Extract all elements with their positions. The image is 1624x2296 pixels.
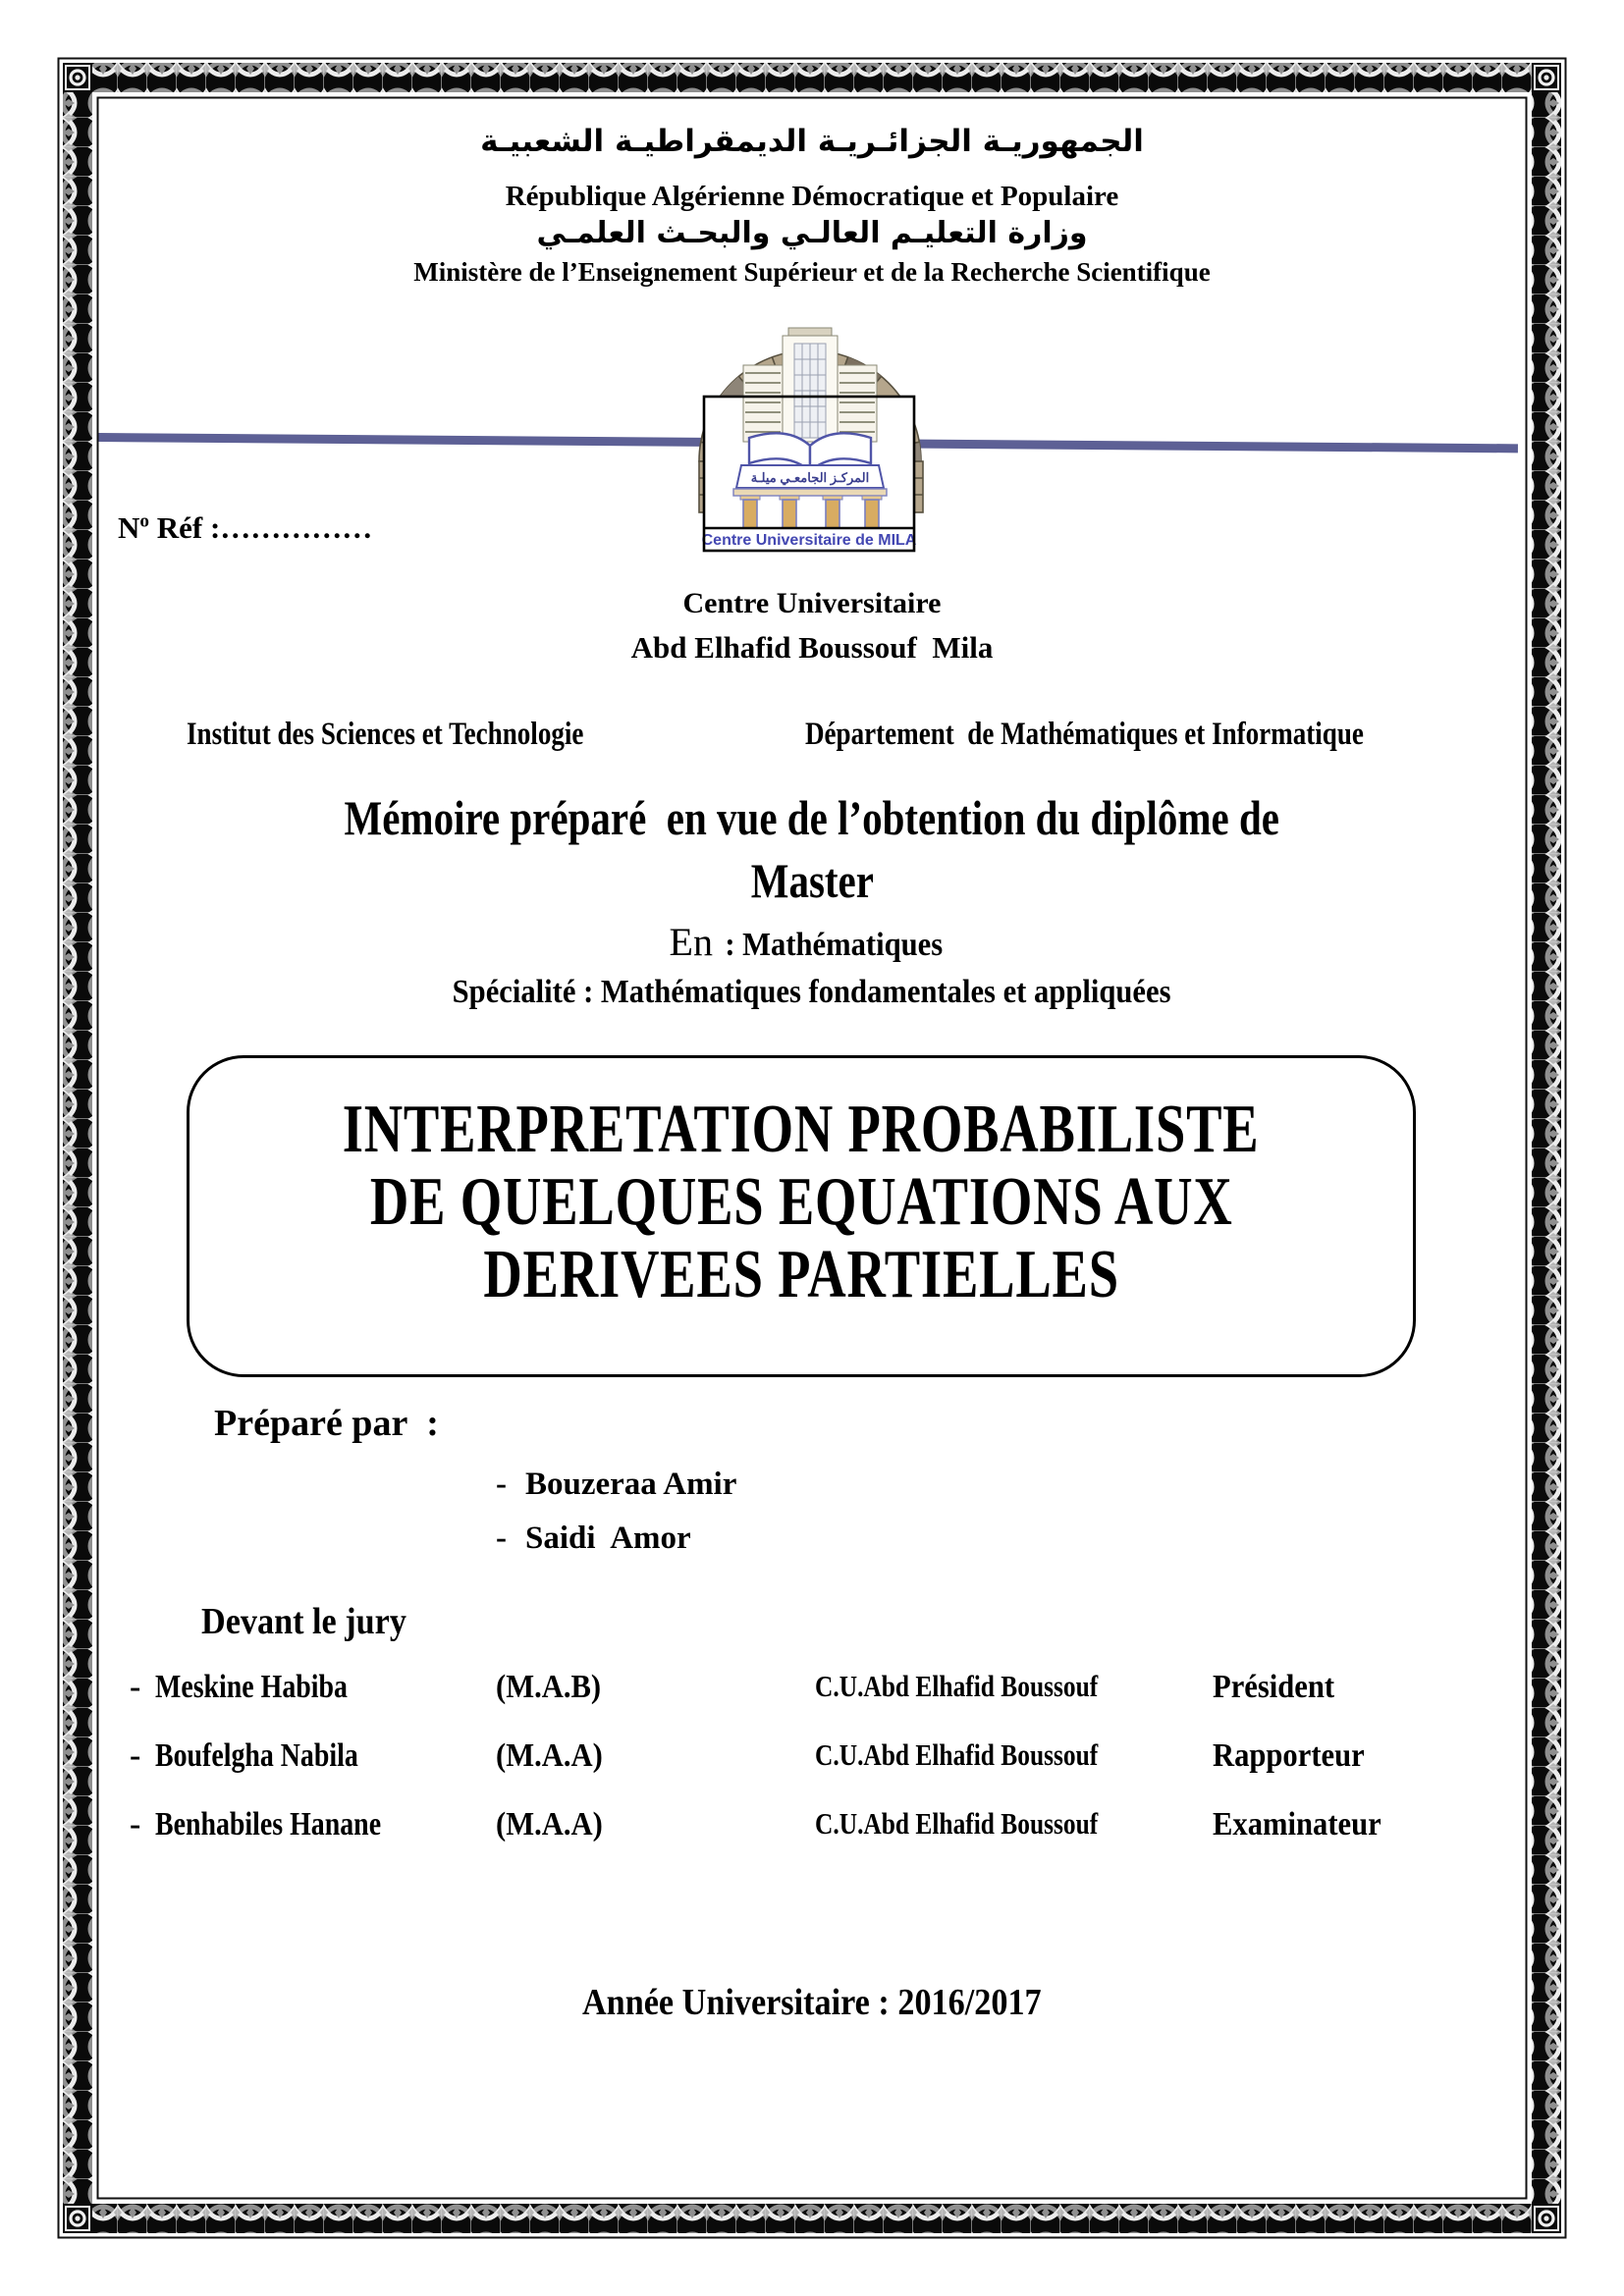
- centre-name-line1: Centre Universitaire: [682, 587, 942, 619]
- header-arabic-republic: الجمهوريـة الجزائـريـة الديمقراطيـة الشعبيـة: [480, 124, 1144, 159]
- jury-row: [0, 1737, 1624, 1783]
- jury-dash: -: [130, 1737, 141, 1774]
- author-dash: -: [496, 1467, 507, 1502]
- logo-caption-text: Centre Universitaire de MILA: [701, 532, 917, 549]
- author-name: Saidi Amor: [525, 1521, 691, 1556]
- academic-year-line: Année Universitaire : 2016/2017: [582, 1982, 1042, 2023]
- jury-member-role: Rapporteur: [1213, 1737, 1365, 1774]
- department-name: Département de Mathématiques et Informatique: [805, 717, 1364, 752]
- header-french-republic: République Algérienne Démocratique et Populaire: [505, 181, 1119, 212]
- degree-statement-line2: Master: [750, 853, 874, 908]
- jury-row: [0, 1806, 1624, 1851]
- university-building-icon: [743, 328, 877, 442]
- field-name: : Mathématiques: [725, 927, 944, 963]
- field-prefix: En: [669, 920, 713, 964]
- speciality-line: Spécialité : Mathématiques fondamentales et appliquées: [453, 974, 1171, 1010]
- jury-member-institution: C.U.Abd Elhafid Boussouf: [815, 1737, 1099, 1772]
- jury-member-grade: (M.A.B): [496, 1669, 602, 1705]
- author-name: Bouzeraa Amir: [525, 1467, 737, 1502]
- jury-row: [0, 1669, 1624, 1714]
- jury-member-institution: C.U.Abd Elhafid Boussouf: [815, 1669, 1099, 1703]
- jury-dash: -: [130, 1669, 141, 1705]
- jury-member-grade: (M.A.A): [496, 1806, 603, 1842]
- thesis-title-line1: INTERPRETATION PROBABILISTE: [343, 1092, 1260, 1167]
- thesis-title-line2: DE QUELQUES EQUATIONS AUX: [369, 1164, 1233, 1240]
- university-logo: [690, 310, 932, 560]
- jury-member-institution: C.U.Abd Elhafid Boussouf: [815, 1806, 1099, 1841]
- jury-member-name: Benhabiles Hanane: [155, 1806, 382, 1842]
- header-french-ministry: Ministère de l’Enseignement Supérieur et de la Recherche Scientifique: [413, 257, 1211, 287]
- ref-sup-o: o: [139, 510, 149, 532]
- institute-name: Institut des Sciences et Technologie: [187, 717, 584, 752]
- jury-dash: -: [130, 1806, 141, 1842]
- jury-heading: Devant le jury: [201, 1601, 406, 1642]
- thesis-title-line3: DERIVEES PARTIELLES: [483, 1237, 1119, 1312]
- jury-member-name: Meskine Habiba: [155, 1669, 348, 1705]
- jury-member-role: Examinateur: [1213, 1806, 1381, 1842]
- logo-banner-arabic-text: المركـز الجامعـي ميلـة: [750, 470, 870, 485]
- jury-member-grade: (M.A.A): [496, 1737, 603, 1774]
- degree-statement-line1: Mémoire préparé en vue de l’obtention du diplôme de: [344, 790, 1280, 845]
- header-arabic-ministry: وزارة التعليـم العالـي والبحـث العلمـي: [536, 216, 1088, 250]
- field-line: [0, 919, 1624, 965]
- prepared-by-label: Préparé par :: [214, 1403, 439, 1444]
- jury-member-role: Président: [1213, 1669, 1335, 1705]
- author-dash: -: [496, 1521, 507, 1556]
- thesis-title-box: [187, 1055, 1416, 1377]
- author-row-2: [0, 1521, 1624, 1566]
- centre-name-line2: Abd Elhafid Boussouf Mila: [630, 630, 994, 665]
- author-row-1: [0, 1467, 1624, 1512]
- reference-number-field: $N^o$ Réf :……………: [118, 510, 373, 545]
- jury-member-name: Boufelgha Nabila: [155, 1737, 358, 1774]
